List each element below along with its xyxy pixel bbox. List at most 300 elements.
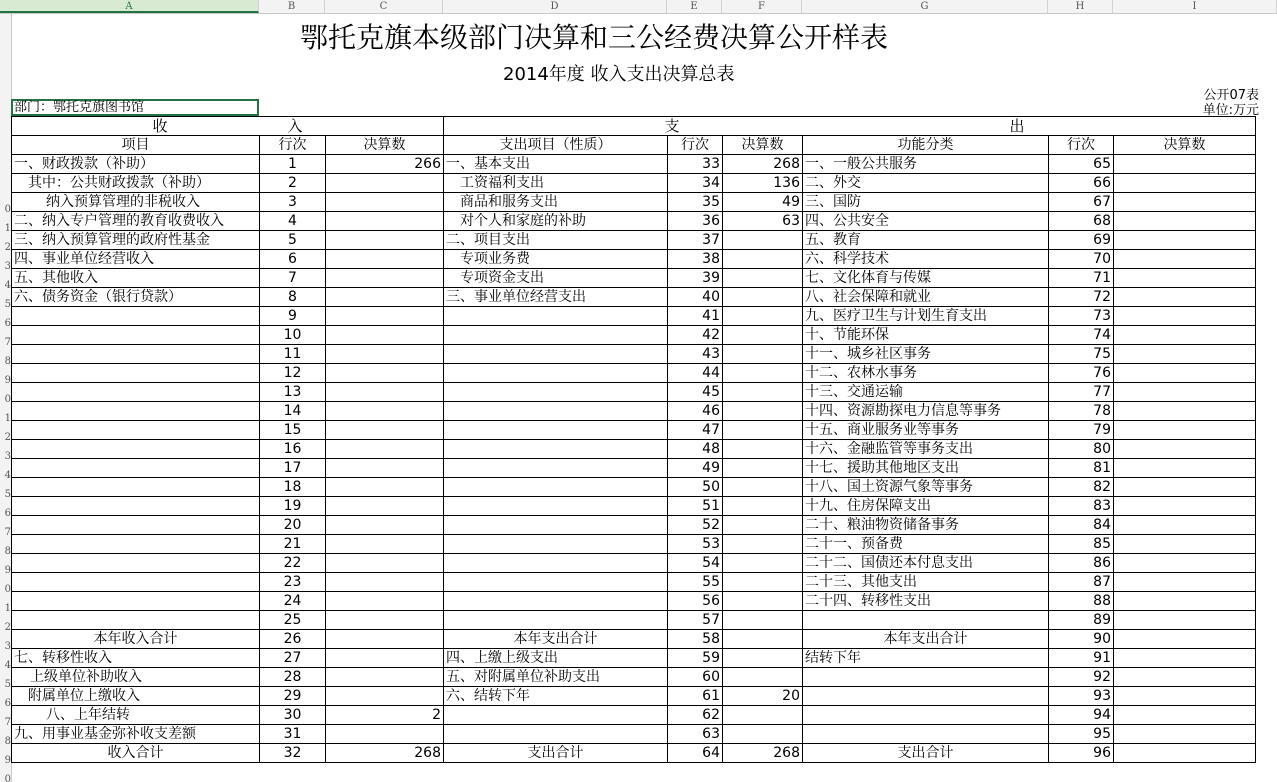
row-header[interactable]: 8 — [4, 546, 11, 557]
expense-item-nature[interactable] — [444, 364, 668, 383]
income-amount[interactable] — [326, 611, 444, 630]
row-header[interactable]: 3 — [4, 261, 11, 272]
expense-amount[interactable] — [723, 592, 803, 611]
expense-item-nature[interactable]: 六、结转下年 — [444, 687, 668, 706]
expense-line-no[interactable]: 40 — [668, 288, 723, 307]
income-line-no[interactable]: 2 — [260, 174, 326, 193]
income-line-no[interactable]: 13 — [260, 383, 326, 402]
expense-amount[interactable] — [723, 497, 803, 516]
function-category[interactable]: 十、节能环保 — [803, 326, 1049, 345]
expense-item-nature[interactable] — [444, 326, 668, 345]
function-amount[interactable] — [1114, 174, 1256, 193]
expense-amount[interactable]: 136 — [723, 174, 803, 193]
column-header-D[interactable]: D — [443, 0, 667, 13]
expense-amount[interactable] — [723, 402, 803, 421]
income-line-no[interactable]: 27 — [260, 649, 326, 668]
income-amount[interactable] — [326, 345, 444, 364]
function-category[interactable]: 八、社会保障和就业 — [803, 288, 1049, 307]
header-cell[interactable]: 决算数 — [723, 136, 803, 155]
function-line-no[interactable]: 87 — [1049, 573, 1114, 592]
expense-line-no[interactable]: 48 — [668, 440, 723, 459]
expense-line-no[interactable]: 41 — [668, 307, 723, 326]
function-amount[interactable] — [1114, 155, 1256, 174]
function-amount[interactable] — [1114, 288, 1256, 307]
function-category[interactable]: 支出合计 — [803, 744, 1049, 763]
income-line-no[interactable]: 15 — [260, 421, 326, 440]
function-line-no[interactable]: 70 — [1049, 250, 1114, 269]
expense-line-no[interactable]: 58 — [668, 630, 723, 649]
income-line-no[interactable]: 25 — [260, 611, 326, 630]
row-header[interactable]: 5 — [4, 679, 11, 690]
expense-amount[interactable] — [723, 706, 803, 725]
expense-item-nature[interactable] — [444, 706, 668, 725]
expense-amount[interactable]: 268 — [723, 155, 803, 174]
row-header[interactable]: 5 — [4, 299, 11, 310]
header-cell[interactable]: 支出项目（性质） — [444, 136, 668, 155]
function-line-no[interactable]: 72 — [1049, 288, 1114, 307]
income-amount[interactable]: 268 — [326, 744, 444, 763]
function-category[interactable] — [803, 668, 1049, 687]
income-amount[interactable] — [326, 497, 444, 516]
income-item[interactable] — [12, 307, 260, 326]
function-amount[interactable] — [1114, 364, 1256, 383]
income-item[interactable] — [12, 421, 260, 440]
row-header[interactable]: 0 — [4, 584, 11, 595]
row-header[interactable]: 7 — [4, 337, 11, 348]
income-item[interactable] — [12, 478, 260, 497]
function-line-no[interactable]: 95 — [1049, 725, 1114, 744]
expense-amount[interactable]: 268 — [723, 744, 803, 763]
group-header-income[interactable] — [12, 117, 444, 136]
income-amount[interactable] — [326, 250, 444, 269]
income-amount[interactable] — [326, 459, 444, 478]
expense-line-no[interactable]: 39 — [668, 269, 723, 288]
row-header[interactable]: 6 — [4, 318, 11, 329]
function-line-no[interactable]: 73 — [1049, 307, 1114, 326]
function-line-no[interactable]: 74 — [1049, 326, 1114, 345]
function-line-no[interactable]: 78 — [1049, 402, 1114, 421]
function-line-no[interactable]: 77 — [1049, 383, 1114, 402]
expense-line-no[interactable]: 55 — [668, 573, 723, 592]
row-header[interactable]: 9 — [4, 375, 11, 386]
expense-item-nature[interactable]: 三、事业单位经营支出 — [444, 288, 668, 307]
income-item[interactable] — [12, 326, 260, 345]
function-amount[interactable] — [1114, 592, 1256, 611]
expense-amount[interactable] — [723, 459, 803, 478]
expense-item-nature[interactable]: 对个人和家庭的补助 — [444, 212, 668, 231]
function-amount[interactable] — [1114, 421, 1256, 440]
expense-item-nature[interactable] — [444, 573, 668, 592]
income-line-no[interactable]: 28 — [260, 668, 326, 687]
expense-line-no[interactable]: 64 — [668, 744, 723, 763]
expense-item-nature[interactable] — [444, 725, 668, 744]
function-category[interactable]: 四、公共安全 — [803, 212, 1049, 231]
function-line-no[interactable]: 75 — [1049, 345, 1114, 364]
income-item[interactable]: 纳入预算管理的非税收入 — [12, 193, 260, 212]
expense-item-nature[interactable] — [444, 535, 668, 554]
function-category[interactable] — [803, 687, 1049, 706]
expense-item-nature[interactable]: 工资福利支出 — [444, 174, 668, 193]
expense-line-no[interactable]: 47 — [668, 421, 723, 440]
expense-item-nature[interactable] — [444, 611, 668, 630]
function-amount[interactable] — [1114, 516, 1256, 535]
function-amount[interactable] — [1114, 630, 1256, 649]
income-amount[interactable] — [326, 725, 444, 744]
income-line-no[interactable]: 31 — [260, 725, 326, 744]
expense-item-nature[interactable] — [444, 402, 668, 421]
function-category[interactable]: 二十二、国债还本付息支出 — [803, 554, 1049, 573]
income-item[interactable] — [12, 383, 260, 402]
expense-amount[interactable] — [723, 383, 803, 402]
expense-item-nature[interactable]: 支出合计 — [444, 744, 668, 763]
row-header[interactable]: 9 — [4, 565, 11, 576]
row-header[interactable]: 1 — [4, 413, 11, 424]
income-line-no[interactable]: 23 — [260, 573, 326, 592]
income-line-no[interactable]: 20 — [260, 516, 326, 535]
function-amount[interactable] — [1114, 383, 1256, 402]
expense-line-no[interactable]: 38 — [668, 250, 723, 269]
function-category[interactable]: 十九、住房保障支出 — [803, 497, 1049, 516]
expense-item-nature[interactable] — [444, 440, 668, 459]
income-line-no[interactable]: 4 — [260, 212, 326, 231]
expense-amount[interactable] — [723, 250, 803, 269]
function-amount[interactable] — [1114, 744, 1256, 763]
expense-amount[interactable]: 63 — [723, 212, 803, 231]
function-amount[interactable] — [1114, 554, 1256, 573]
income-item[interactable]: 九、用事业基金弥补收支差额 — [12, 725, 260, 744]
income-line-no[interactable]: 14 — [260, 402, 326, 421]
function-amount[interactable] — [1114, 345, 1256, 364]
income-line-no[interactable]: 9 — [260, 307, 326, 326]
function-category[interactable]: 六、科学技术 — [803, 250, 1049, 269]
function-category[interactable]: 本年支出合计 — [803, 630, 1049, 649]
expense-line-no[interactable]: 59 — [668, 649, 723, 668]
income-line-no[interactable]: 11 — [260, 345, 326, 364]
income-amount[interactable] — [326, 421, 444, 440]
row-header[interactable]: 0 — [4, 204, 11, 215]
expense-item-nature[interactable] — [444, 478, 668, 497]
function-amount[interactable] — [1114, 649, 1256, 668]
income-item[interactable] — [12, 364, 260, 383]
income-line-no[interactable]: 1 — [260, 155, 326, 174]
income-amount[interactable] — [326, 231, 444, 250]
row-header[interactable]: 2 — [4, 432, 11, 443]
expense-amount[interactable] — [723, 345, 803, 364]
row-header[interactable]: 5 — [4, 489, 11, 500]
expense-line-no[interactable]: 60 — [668, 668, 723, 687]
income-item[interactable] — [12, 554, 260, 573]
function-amount[interactable] — [1114, 212, 1256, 231]
column-header-E[interactable]: E — [667, 0, 722, 13]
income-item[interactable]: 七、转移性收入 — [12, 649, 260, 668]
income-line-no[interactable]: 7 — [260, 269, 326, 288]
header-cell[interactable]: 决算数 — [326, 136, 444, 155]
function-category[interactable]: 十七、援助其他地区支出 — [803, 459, 1049, 478]
function-line-no[interactable]: 68 — [1049, 212, 1114, 231]
income-amount[interactable] — [326, 440, 444, 459]
income-line-no[interactable]: 24 — [260, 592, 326, 611]
income-amount[interactable] — [326, 288, 444, 307]
income-amount[interactable] — [326, 535, 444, 554]
column-header-A[interactable]: A — [0, 0, 259, 13]
function-line-no[interactable]: 79 — [1049, 421, 1114, 440]
income-line-no[interactable]: 21 — [260, 535, 326, 554]
income-line-no[interactable]: 8 — [260, 288, 326, 307]
function-category[interactable]: 二十三、其他支出 — [803, 573, 1049, 592]
expense-line-no[interactable]: 50 — [668, 478, 723, 497]
expense-amount[interactable] — [723, 231, 803, 250]
function-category[interactable] — [803, 611, 1049, 630]
function-line-no[interactable]: 76 — [1049, 364, 1114, 383]
expense-amount[interactable] — [723, 535, 803, 554]
expense-amount[interactable] — [723, 421, 803, 440]
function-amount[interactable] — [1114, 231, 1256, 250]
income-line-no[interactable]: 26 — [260, 630, 326, 649]
function-amount[interactable] — [1114, 326, 1256, 345]
expense-amount[interactable] — [723, 554, 803, 573]
income-line-no[interactable]: 22 — [260, 554, 326, 573]
function-line-no[interactable]: 88 — [1049, 592, 1114, 611]
income-item[interactable] — [12, 592, 260, 611]
column-header-H[interactable]: H — [1048, 0, 1113, 13]
function-line-no[interactable]: 86 — [1049, 554, 1114, 573]
function-line-no[interactable]: 84 — [1049, 516, 1114, 535]
function-line-no[interactable]: 69 — [1049, 231, 1114, 250]
income-item[interactable] — [12, 573, 260, 592]
function-line-no[interactable]: 92 — [1049, 668, 1114, 687]
expense-amount[interactable] — [723, 288, 803, 307]
expense-item-nature[interactable]: 商品和服务支出 — [444, 193, 668, 212]
row-header[interactable]: 0 — [4, 394, 11, 405]
income-item[interactable] — [12, 497, 260, 516]
income-item[interactable]: 四、事业单位经营收入 — [12, 250, 260, 269]
income-line-no[interactable]: 19 — [260, 497, 326, 516]
expense-item-nature[interactable]: 专项业务费 — [444, 250, 668, 269]
income-amount[interactable]: 266 — [326, 155, 444, 174]
row-header[interactable]: 3 — [4, 641, 11, 652]
expense-item-nature[interactable] — [444, 345, 668, 364]
income-line-no[interactable]: 3 — [260, 193, 326, 212]
income-amount[interactable] — [326, 478, 444, 497]
income-amount[interactable] — [326, 630, 444, 649]
function-category[interactable]: 九、医疗卫生与计划生育支出 — [803, 307, 1049, 326]
income-item[interactable]: 其中：公共财政拨款（补助） — [12, 174, 260, 193]
expense-item-nature[interactable]: 五、对附属单位补助支出 — [444, 668, 668, 687]
income-item[interactable] — [12, 345, 260, 364]
function-amount[interactable] — [1114, 307, 1256, 326]
income-amount[interactable] — [326, 573, 444, 592]
expense-amount[interactable] — [723, 630, 803, 649]
expense-line-no[interactable]: 44 — [668, 364, 723, 383]
function-amount[interactable] — [1114, 497, 1256, 516]
expense-item-nature[interactable]: 专项资金支出 — [444, 269, 668, 288]
expense-amount[interactable] — [723, 516, 803, 535]
expense-item-nature[interactable] — [444, 592, 668, 611]
income-item[interactable]: 附属单位上缴收入 — [12, 687, 260, 706]
function-amount[interactable] — [1114, 573, 1256, 592]
income-line-no[interactable]: 30 — [260, 706, 326, 725]
income-amount[interactable] — [326, 307, 444, 326]
expense-amount[interactable]: 20 — [723, 687, 803, 706]
expense-line-no[interactable]: 53 — [668, 535, 723, 554]
expense-item-nature[interactable] — [444, 516, 668, 535]
function-line-no[interactable]: 71 — [1049, 269, 1114, 288]
income-item[interactable] — [12, 459, 260, 478]
expense-line-no[interactable]: 43 — [668, 345, 723, 364]
income-line-no[interactable]: 10 — [260, 326, 326, 345]
function-amount[interactable] — [1114, 668, 1256, 687]
function-category[interactable]: 五、教育 — [803, 231, 1049, 250]
column-header-F[interactable]: F — [722, 0, 802, 13]
expense-amount[interactable] — [723, 440, 803, 459]
row-header[interactable]: 1 — [4, 223, 11, 234]
income-line-no[interactable]: 12 — [260, 364, 326, 383]
expense-item-nature[interactable]: 四、上缴上级支出 — [444, 649, 668, 668]
header-cell[interactable]: 项目 — [12, 136, 260, 155]
expense-line-no[interactable]: 37 — [668, 231, 723, 250]
function-amount[interactable] — [1114, 250, 1256, 269]
income-amount[interactable] — [326, 592, 444, 611]
expense-item-nature[interactable] — [444, 459, 668, 478]
expense-item-nature[interactable] — [444, 421, 668, 440]
income-amount[interactable] — [326, 516, 444, 535]
column-header-G[interactable]: G — [802, 0, 1048, 13]
income-item[interactable]: 一、财政拨款（补助） — [12, 155, 260, 174]
income-item[interactable] — [12, 611, 260, 630]
expense-amount[interactable] — [723, 668, 803, 687]
function-amount[interactable] — [1114, 611, 1256, 630]
income-amount[interactable] — [326, 402, 444, 421]
function-amount[interactable] — [1114, 402, 1256, 421]
income-amount[interactable] — [326, 212, 444, 231]
expense-line-no[interactable]: 34 — [668, 174, 723, 193]
expense-line-no[interactable]: 35 — [668, 193, 723, 212]
column-header-C[interactable]: C — [325, 0, 443, 13]
department-cell[interactable]: 部门：鄂托克旗图书馆 — [11, 99, 259, 116]
income-amount[interactable] — [326, 687, 444, 706]
header-cell[interactable]: 决算数 — [1114, 136, 1256, 155]
function-amount[interactable] — [1114, 193, 1256, 212]
expense-item-nature[interactable]: 本年支出合计 — [444, 630, 668, 649]
row-header[interactable]: 3 — [4, 451, 11, 462]
function-line-no[interactable]: 93 — [1049, 687, 1114, 706]
header-cell[interactable]: 行次 — [668, 136, 723, 155]
header-cell[interactable]: 功能分类 — [803, 136, 1049, 155]
expense-amount[interactable] — [723, 649, 803, 668]
expense-line-no[interactable]: 63 — [668, 725, 723, 744]
expense-amount[interactable] — [723, 326, 803, 345]
row-header[interactable]: 4 — [4, 660, 11, 671]
income-item[interactable]: 六、债务资金（银行贷款） — [12, 288, 260, 307]
income-amount[interactable] — [326, 383, 444, 402]
expense-amount[interactable] — [723, 478, 803, 497]
function-line-no[interactable]: 66 — [1049, 174, 1114, 193]
function-amount[interactable] — [1114, 459, 1256, 478]
expense-line-no[interactable]: 33 — [668, 155, 723, 174]
income-amount[interactable] — [326, 193, 444, 212]
row-header[interactable]: 2 — [4, 242, 11, 253]
function-line-no[interactable]: 89 — [1049, 611, 1114, 630]
function-line-no[interactable]: 80 — [1049, 440, 1114, 459]
income-item[interactable]: 三、纳入预算管理的政府性基金 — [12, 231, 260, 250]
income-amount[interactable]: 2 — [326, 706, 444, 725]
expense-line-no[interactable]: 62 — [668, 706, 723, 725]
income-item[interactable]: 本年收入合计 — [12, 630, 260, 649]
expense-amount[interactable] — [723, 269, 803, 288]
income-item[interactable]: 二、纳入专户管理的教育收费收入 — [12, 212, 260, 231]
expense-item-nature[interactable] — [444, 497, 668, 516]
expense-line-no[interactable]: 52 — [668, 516, 723, 535]
function-line-no[interactable]: 67 — [1049, 193, 1114, 212]
column-header-I[interactable]: I — [1113, 0, 1277, 13]
function-amount[interactable] — [1114, 687, 1256, 706]
income-amount[interactable] — [326, 554, 444, 573]
income-line-no[interactable]: 5 — [260, 231, 326, 250]
expense-amount[interactable] — [723, 611, 803, 630]
income-line-no[interactable]: 18 — [260, 478, 326, 497]
expense-amount[interactable] — [723, 364, 803, 383]
income-amount[interactable] — [326, 668, 444, 687]
function-amount[interactable] — [1114, 440, 1256, 459]
function-category[interactable]: 十八、国土资源气象等事务 — [803, 478, 1049, 497]
income-item[interactable] — [12, 516, 260, 535]
function-category[interactable]: 十一、城乡社区事务 — [803, 345, 1049, 364]
function-category[interactable]: 三、国防 — [803, 193, 1049, 212]
expense-line-no[interactable]: 42 — [668, 326, 723, 345]
income-item[interactable] — [12, 535, 260, 554]
function-category[interactable]: 十二、农林水事务 — [803, 364, 1049, 383]
expense-amount[interactable]: 49 — [723, 193, 803, 212]
function-category[interactable]: 十三、交通运输 — [803, 383, 1049, 402]
function-category[interactable] — [803, 706, 1049, 725]
function-category[interactable]: 二十四、转移性支出 — [803, 592, 1049, 611]
row-header[interactable]: 0 — [4, 774, 11, 782]
header-cell[interactable]: 行次 — [260, 136, 326, 155]
function-line-no[interactable]: 65 — [1049, 155, 1114, 174]
expense-line-no[interactable]: 57 — [668, 611, 723, 630]
function-amount[interactable] — [1114, 478, 1256, 497]
expense-amount[interactable] — [723, 573, 803, 592]
row-header[interactable]: 4 — [4, 280, 11, 291]
function-line-no[interactable]: 81 — [1049, 459, 1114, 478]
row-header[interactable]: 8 — [4, 356, 11, 367]
function-category[interactable]: 结转下年 — [803, 649, 1049, 668]
expense-item-nature[interactable] — [444, 307, 668, 326]
income-item[interactable]: 五、其他收入 — [12, 269, 260, 288]
function-category[interactable]: 十五、商业服务业等事务 — [803, 421, 1049, 440]
row-header[interactable]: 7 — [4, 717, 11, 728]
row-header[interactable]: 2 — [4, 622, 11, 633]
expense-line-no[interactable]: 51 — [668, 497, 723, 516]
function-category[interactable]: 十六、金融监管等事务支出 — [803, 440, 1049, 459]
function-line-no[interactable]: 85 — [1049, 535, 1114, 554]
function-line-no[interactable]: 91 — [1049, 649, 1114, 668]
group-header-expense[interactable] — [444, 117, 1256, 136]
expense-line-no[interactable]: 45 — [668, 383, 723, 402]
income-line-no[interactable]: 6 — [260, 250, 326, 269]
column-header-B[interactable]: B — [259, 0, 325, 13]
row-header[interactable]: 1 — [4, 603, 11, 614]
income-item[interactable]: 收入合计 — [12, 744, 260, 763]
header-cell[interactable]: 行次 — [1049, 136, 1114, 155]
income-line-no[interactable]: 32 — [260, 744, 326, 763]
income-item[interactable]: 八、上年结转 — [12, 706, 260, 725]
expense-amount[interactable] — [723, 307, 803, 326]
expense-amount[interactable] — [723, 725, 803, 744]
expense-item-nature[interactable] — [444, 554, 668, 573]
expense-line-no[interactable]: 56 — [668, 592, 723, 611]
income-line-no[interactable]: 29 — [260, 687, 326, 706]
